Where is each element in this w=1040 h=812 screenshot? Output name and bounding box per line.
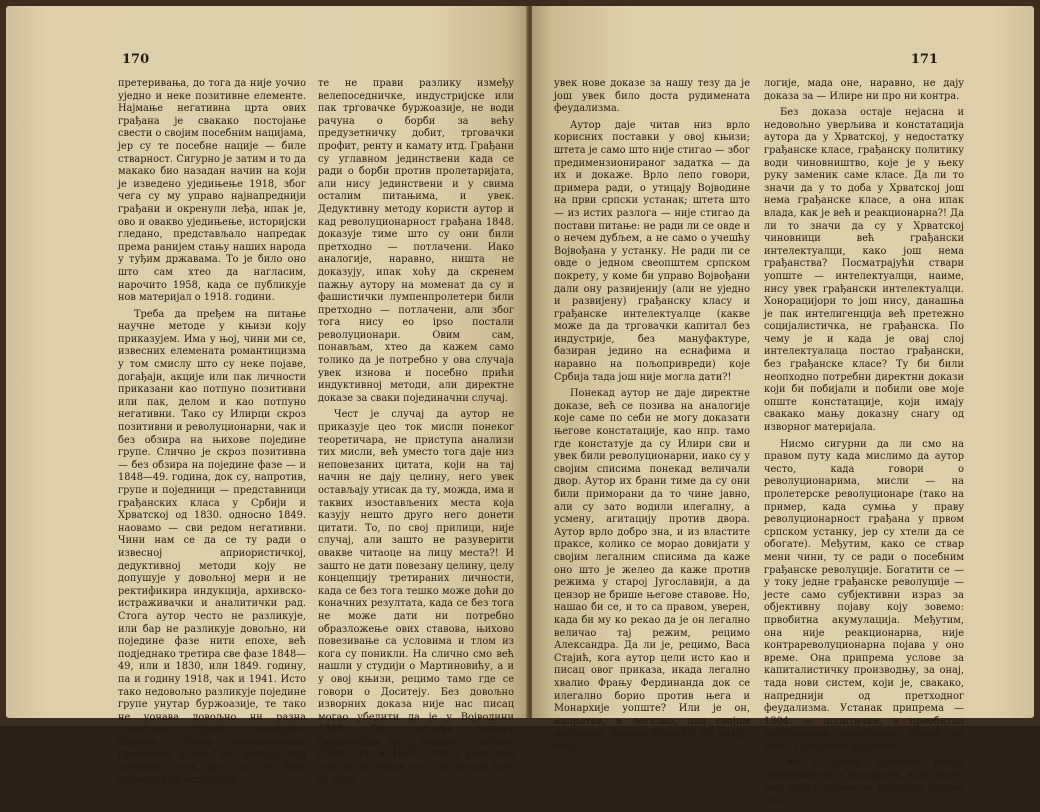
paragraph: Аутор даје читав низ врло корисних поставки у овој књизи; штета је само што није стигао — због предимензионираног задатка — да их и докаже. Врло лепо говори, примера ради, о утицају Војводине на први српски устанак; штета што — из истих разлога — није стигао да постави питање: не ради ли се овде и о нечем дубљем, а не само о учешћу Војвођана у устанку. Не ради ли се овде о једном свеопштем српском покрету, у коме би управо Војвођани дали ону развијенију (али не уједно и развијену) грађанску класу и грађанске интелектуалце (какве може да да трговачки капитал без индустрије, без мануфактуре, базиран једино на еснафима и наравно на пољопривреди) које Србија тада још није могла дати?!	[554, 119, 750, 383]
left-column-2	[318, 78, 514, 791]
paragraph: претеривања, до тога да није уочио уједно и неке позитивне елементе. Најмање негативна црта ових грађана је свакако постојање свести о својим посебним нацијама, јер су те посебне нације — биле стварност. Сигурно је затим и то да макако био назадан начин на који је изведено уједињење 1918, због чега су му управо најнапреднији грађани и окренули леђа, ипак је, ово и овакво уједињење, историјски гледано, представљало напредак према ранијем стању наших народа у туђим државама. То је било оно што сам хтео да нагласим, нарочито 1958, када се публикује нов материјал о 1918. години.	[118, 78, 306, 304]
paragraph: Понекад аутор не даје директне доказе, већ се позива на аналогије које саме по себи не могу доказати његове констатације, као нпр. тамо где констатује да су Илири сви и увек били револуционарни, иако су у својим списима понекад величали двор. Аутор их брани тиме да су они били приморани да то чине јавно, али су зато водили илегалну, а усмену, агитацију против двора. Аутор врло добро зна, и из властите праксе, колико се морао довијати у својим легалним списима да каже оно што је желео да каже против режима у старој Југославији, а да цензор не брише његове ставове. Но, нашао би се, и то са правом, уверен, када би му ко рекао да је он легално величао тај режим, рецимо Александра. Да ли је, рецимо, Васа Стајић, кога аутор цели исто као и писац овог приказа, икада легално хвалио Фрању Фердинанда док се илегално борио против њега и Монархије уопште? Или је он, напротив, и легално, под својим потписом, хвалио Јукића?! То казују ана-	[554, 388, 750, 752]
right-column-2	[764, 78, 964, 812]
paragraph: те не прави разлику између велепоседничке, индустријске или пак трговачке буржоазије, не води рачуна о борби за већу предузетничку добит, трговачки профит, ренту и камату итд. Грађани су углавном јединствени када се ради о борби против пролетаријата, али нису јединствени и у свима осталим питањима, и увек. Дедуктивну методу користи аутор и кад револуционарност грађана 1848. доказује тиме што су они били претходно — потлачени. Иако аналогије, наравно, ништа не доказују, ипак хоћу да скренем пажњу аутору на моменат да су и фашистички лумпенпролетери били претходно — потлачени, али због тога нису eo ipso постали револуционари. Овим сам, понављам, хтео да кажем само толико да је потребно у ова случаја увек изнова и посебно прићи индуктивној методи, али директне доказе за сваки појединачни случај.	[318, 78, 514, 404]
paragraph: логије, мада оне, наравно, не дају доказа за — Илире ни про ни контра.	[764, 78, 964, 102]
page-number-right: 171	[910, 52, 938, 67]
right-page	[532, 6, 1034, 807]
left-column-1	[118, 78, 306, 791]
paragraph: увек нове доказе за нашу тезу да је још увек било доста рудимената феудализма.	[554, 78, 750, 115]
page-number-left: 170	[122, 52, 150, 67]
left-page	[6, 6, 528, 786]
paragraph: Нисмо сигурни да ли смо на правом путу када мислимо да аутор често, када говори о револуционарима, мисли — на пролетерске револуционаре (тако на пример, када сумња у праву револуционарност грађана у првом српском устанку, јер су хтели да се обогате). Међутим, како се ствар мени чини, ту се ради о посебним грађанске револуције. Богатити се — у току једне грађанске револуције — јесте само субјективни израз за објективну појаву коју зовемо: првобитна акумулација. Међутим, она није реакционарна, није контрареволуционарна појава у оно време. Она припрема услове за капиталистичку производњу, за онај, тада нови систем, који је, свакако, напреднији од претходног феудализма. Устанак припрема — 1804. — политичке, а првобитна акумулација економске услове за ново, грађанско друштво.	[764, 438, 964, 752]
paragraph: Треба да пређем на питање научне методе у књизи коју приказујем. Има у њој, чини ми се, извесних елемената романтицизма у том смислу што су неке појаве, догађаји, акције или пак личности приказани као потпуно позитивни или пак, делом и као потпуно негативни. Тако су Илирци скроз позитивни и револуционарни, чак и без обзира на њихове поједине групе. Слично је скроз позитивна — без обзира на поједине фазе — и 1848—49. година, док су, напротив, групе и поједници — представници грађанских класа у Србији и Хрватској од 1830. односно 1849. наовамо — сви редом негативни. Чини нам се да се ту ради о извесној априористичкој, дедуктивној методи коју не допушује у довољној мери и не ректификира индукција, архивско-истраживачки и аналитички рад. Стога аутор често не разликује, или бар не разликује довољно, ни поједине фазе нити епохе, већ подједнако третира све фазе 1848—49, или и 1830, или 1849. годину, па и годину 1918, чак и 1941. Исто тако недовољно разликује поједине групе унутар буржоазије, те тако не уочава довољно ни разна схватања, струје, групације, партије унутар представника грађанске класе. То, можда, под утицајем тога што се не бави економском историјом,	[118, 308, 306, 786]
paragraph: Чест је случај да аутор не приказује цео ток мисли понеког теоретичара, не приступа анализи тих мисли, већ уместо тога даје низ неповезаних цитата, који на тај начин не дају целину, него увек остављају утисак да ту, можда, има и таквих изостављених места која казују нешто друго него донети цитати. То, по свој прилици, није случај, али зашто не разуверити овакве читаоце на лицу места?! И зашто не дати повезану целину, целу концепцију третираних личности, када се без тога тешко може доћи до коначних резултата, када се без тога не може дати ни потребно образложење ових ставова, њихово повезивање са условима и тлом из кога су поникли. На слично смо већ нашли у студији о Мартиновићу, а и у овој књизи, рецимо тамо где се говори о Доситеју. Без довољно изворних доказа није нас писац могао убедити да је у Војводини 1848, без остатка укинут феудализам, јер у нашим студијама (1848—49. и 1867—1918.) увек смо нашли на читав низ околности које су дале	[318, 409, 514, 786]
paragraph: Без доказа остаје нејасна и недовољно уверљива и констатација аутора да у Хрватској, у недостатку грађанске класе, грађанску политику води чиновништво, које је у њеку руку заменик саме класе. Да ли то значи да у то доба у Хрватској још нема грађанске класе, а она ипак влада, как је већ и реакционарна?! Да ли то значи да су у Хрватској чиновници већ грађански интелектуалци, како још нема грађанства? Посматрајући ствари уопште — интелектуалци, наиме, нису увек грађански интелектуалци. Хонорацијори то још нису, данашња је пак интелигенција већ претежно социјалистичка, не грађанска. По чему је и када је овај слој интелектуалаца постао грађански, без грађанске класе? Ту би били неопходно потребни директни докази који би побијали и побили ове моје опште констатације, који имају свакако мању доказну снагу од изворног материјала.	[764, 107, 964, 434]
paragraph: Све у свему, природа посла неминовно је и Богданова, који иначе има доста услова за подухват овакве син-	[764, 757, 964, 807]
right-column-1	[554, 78, 750, 757]
